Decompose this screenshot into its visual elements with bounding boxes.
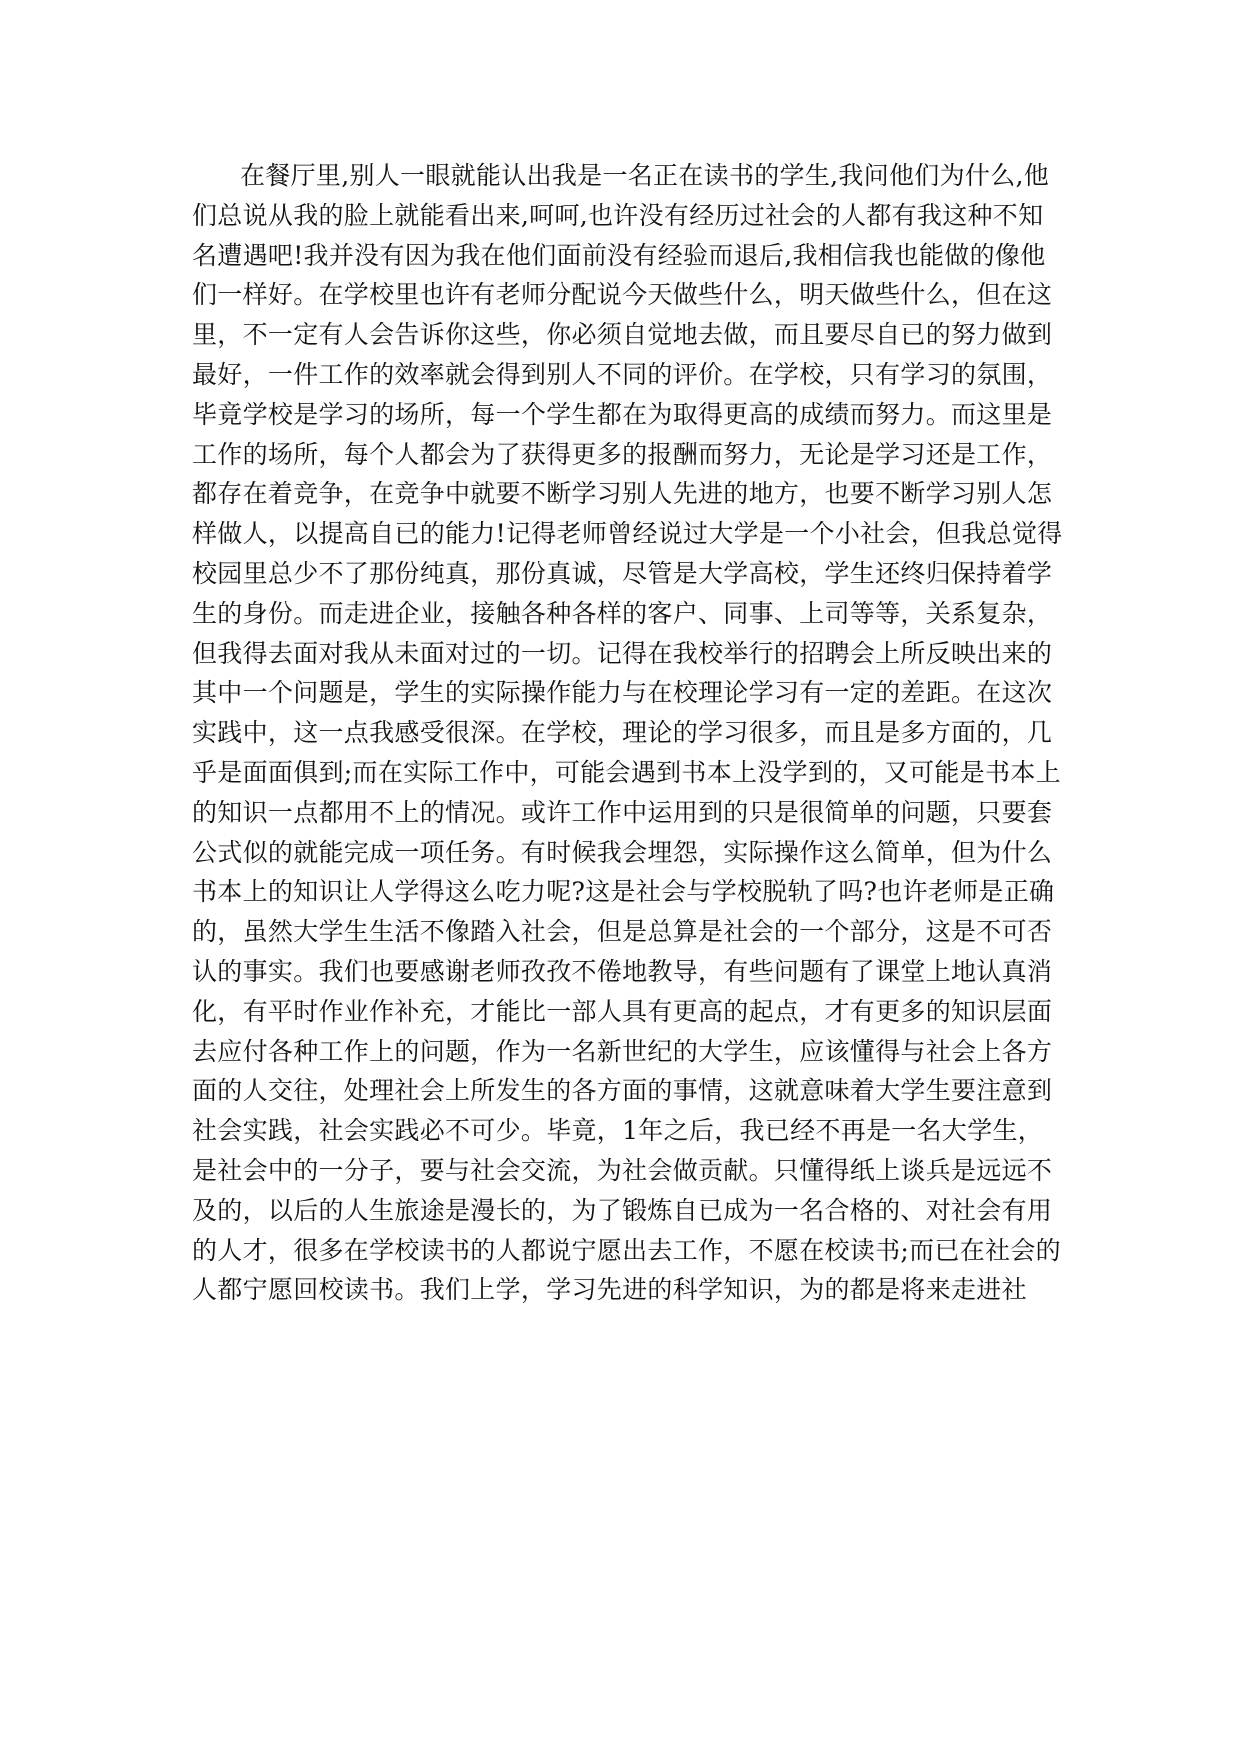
text-line: 们总说从我的脸上就能看出来,呵呵,也许没有经历过社会的人都有我这种不知 — [192, 200, 1044, 230]
text-line: 公式似的就能完成一项任务。有时候我会埋怨，实际操作这么简单，但为什么 — [192, 837, 1053, 867]
text-line: 的知识一点都用不上的情况。或许工作中运用到的只是很简单的问题，只要套 — [192, 797, 1053, 827]
text-line: 人都宁愿回校读书。我们上学，学习先进的科学知识，为的都是将来走进社 — [192, 1275, 1027, 1305]
text-line: 去应付各种工作上的问题，作为一名新世纪的大学生，应该懂得与社会上各方 — [192, 1036, 1053, 1066]
text-line: 里，不一定有人会告诉你这些，你必须自觉地去做，而且要尽自已的努力做到 — [192, 320, 1053, 350]
text-line: 但我得去面对我从未面对过的一切。记得在我校举行的招聘会上所反映出来的 — [192, 638, 1053, 668]
text-line: 毕竟学校是学习的场所，每一个学生都在为取得更高的成绩而努力。而这里是 — [192, 399, 1053, 429]
text-line: 实践中，这一点我感受很深。在学校，理论的学习很多，而且是多方面的，几 — [192, 718, 1053, 748]
text-line: 是社会中的一分子，要与社会交流，为社会做贡献。只懂得纸上谈兵是远远不 — [192, 1155, 1053, 1185]
text-line: 样做人，以提高自已的能力!记得老师曾经说过大学是一个小社会，但我总觉得 — [192, 519, 1063, 549]
text-line: 认的事实。我们也要感谢老师孜孜不倦地教导，有些问题有了课堂上地认真消 — [192, 956, 1053, 986]
text-line: 最好，一件工作的效率就会得到别人不同的评价。在学校，只有学习的氛围， — [192, 359, 1053, 389]
text-line: 都存在着竞争，在竞争中就要不断学习别人先进的地方，也要不断学习别人怎 — [192, 479, 1053, 509]
text-line: 及的，以后的人生旅途是漫长的，为了锻炼自已成为一名合格的、对社会有用 — [192, 1195, 1053, 1225]
text-line: 面的人交往，处理社会上所发生的各方面的事情，这就意味着大学生要注意到 — [192, 1076, 1053, 1106]
text-line: 乎是面面俱到;而在实际工作中，可能会遇到书本上没学到的，又可能是书本上 — [192, 757, 1061, 787]
text-line: 校园里总少不了那份纯真，那份真诚，尽管是大学高校，学生还终归保持着学 — [192, 558, 1053, 588]
text-line: 其中一个问题是，学生的实际操作能力与在校理论学习有一定的差距。在这次 — [192, 678, 1053, 708]
text-line: 化，有平时作业作补充，才能比一部人具有更高的起点，才有更多的知识层面 — [192, 996, 1053, 1026]
text-line: 名遭遇吧!我并没有因为我在他们面前没有经验而退后,我相信我也能做的像他 — [192, 240, 1046, 270]
text-line: 们一样好。在学校里也许有老师分配说今天做些什么，明天做些什么，但在这 — [192, 280, 1053, 310]
text-line: 的人才，很多在学校读书的人都说宁愿出去工作，不愿在校读书;而已在社会的 — [192, 1235, 1061, 1265]
text-line: 社会实践，社会实践必不可少。毕竟，1年之后，我已经不再是一名大学生， — [192, 1116, 1044, 1146]
text-line: 的，虽然大学生生活不像踏入社会，但是总算是社会的一个部分，这是不可否 — [192, 917, 1053, 947]
body-text — [192, 156, 1063, 1310]
text-line: 在餐厅里,别人一眼就能认出我是一名正在读书的学生,我问他们为什么,他 — [240, 161, 1050, 190]
text-line: 书本上的知识让人学得这么吃力呢?这是社会与学校脱轨了吗?也许老师是正确 — [192, 877, 1055, 907]
text-line: 生的身份。而走进企业，接触各种各样的客户、同事、上司等等，关系复杂， — [192, 598, 1053, 628]
text-line: 工作的场所，每个人都会为了获得更多的报酬而努力，无论是学习还是工作， — [192, 439, 1053, 469]
